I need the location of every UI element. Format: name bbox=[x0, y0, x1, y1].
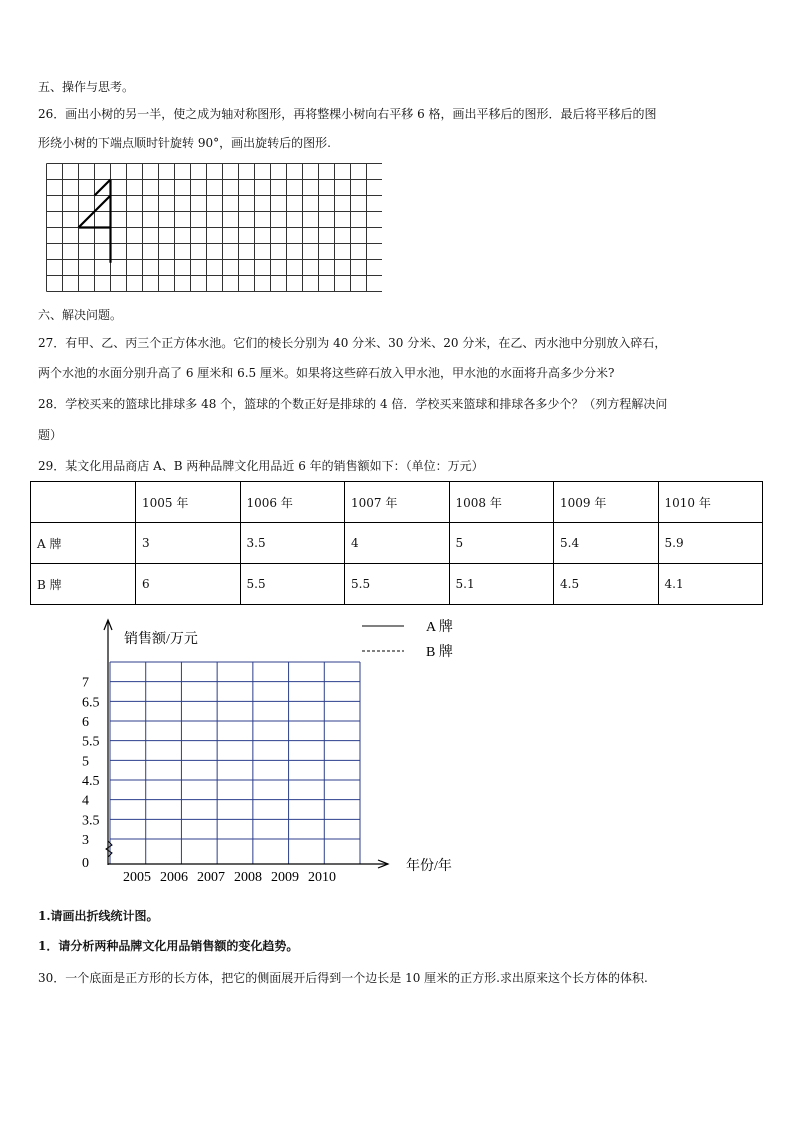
y-tick-label: 3 bbox=[82, 833, 89, 848]
task-analyze-trend: 1．请分析两种品牌文化用品销售额的变化趋势。 bbox=[38, 939, 299, 953]
x-tick-label: 2007 bbox=[197, 870, 225, 885]
sales-table bbox=[30, 481, 763, 605]
x-axis-title: 年份/年 bbox=[406, 859, 452, 874]
question-26-line-1: 26．画出小树的另一半，使之成为轴对称图形，再将整棵小树向右平移 6 格，画出平移后的图形．最后将平移后的图 bbox=[38, 107, 657, 121]
task-draw-chart: 1.请画出折线统计图。 bbox=[38, 909, 159, 923]
x-tick-label: 2008 bbox=[234, 870, 262, 885]
table-header-cell: 1008 年 bbox=[449, 482, 554, 523]
table-cell: 5.4 bbox=[554, 523, 659, 564]
table-header-cell: 1007 年 bbox=[345, 482, 450, 523]
y-tick-label: 0 bbox=[82, 856, 89, 871]
table-cell: 4 bbox=[345, 523, 450, 564]
y-tick-label: 3.5 bbox=[82, 813, 100, 829]
table-header-cell: 1010 年 bbox=[658, 482, 763, 523]
axis-break-mark bbox=[106, 841, 112, 857]
y-tick-label: 6 bbox=[82, 715, 89, 730]
legend-label: A 牌 bbox=[426, 620, 453, 635]
tree-grid-figure bbox=[46, 163, 382, 299]
question-28-line-1: 28．学校买来的篮球比排球多 48 个，篮球的个数正好是排球的 4 倍．学校买来篮球和排球各多少个？（列方程解决问 bbox=[38, 397, 668, 411]
table-cell: 4.5 bbox=[554, 564, 659, 605]
table-cell: 6 bbox=[136, 564, 241, 605]
x-tick-label: 2009 bbox=[271, 870, 299, 885]
table-cell: 5.5 bbox=[345, 564, 450, 605]
y-tick-label: 7 bbox=[82, 675, 89, 691]
question-26-line-2: 形绕小树的下端点顺时针旋转 90°，画出旋转后的图形. bbox=[38, 136, 331, 150]
table-header-row bbox=[31, 482, 763, 523]
y-tick-label: 6.5 bbox=[82, 695, 100, 711]
table-cell: 5.9 bbox=[658, 523, 763, 564]
table-header-cell: 1005 年 bbox=[136, 482, 241, 523]
table-header-cell bbox=[31, 482, 136, 523]
sales-line-chart bbox=[70, 612, 490, 887]
y-tick-label: 5.5 bbox=[82, 734, 100, 750]
question-30: 30．一个底面是正方形的长方体，把它的侧面展开后得到一个边长是 10 厘米的正方形.求出原来这个长方体的体积. bbox=[38, 971, 648, 985]
question-27-line-2: 两个水池的水面分别升高了 6 厘米和 6.5 厘米。如果将这些碎石放入甲水池，甲水池的水面将升高多少分米? bbox=[38, 366, 615, 380]
table-row bbox=[31, 523, 763, 564]
section-five-heading: 五、操作与思考。 bbox=[38, 80, 135, 94]
table-cell: 4.1 bbox=[658, 564, 763, 605]
table-cell: 5.5 bbox=[240, 564, 345, 605]
table-cell: 5 bbox=[449, 523, 554, 564]
table-header-cell: 1006 年 bbox=[240, 482, 345, 523]
table-cell: A 牌 bbox=[31, 523, 136, 564]
tree-branch bbox=[95, 180, 111, 196]
table-cell: 3 bbox=[136, 523, 241, 564]
table-header-cell: 1009 年 bbox=[554, 482, 659, 523]
table-cell: 3.5 bbox=[240, 523, 345, 564]
question-29-intro: 29．某文化用品商店 A、B 两种品牌文化用品近 6 年的销售额如下：（单位：万元） bbox=[38, 459, 484, 473]
y-tick-label: 4.5 bbox=[82, 774, 100, 789]
x-tick-label: 2005 bbox=[123, 870, 151, 885]
table-row bbox=[31, 564, 763, 605]
y-tick-label: 5 bbox=[82, 754, 89, 770]
table-cell: B 牌 bbox=[31, 564, 136, 605]
legend-label: B 牌 bbox=[426, 645, 453, 660]
x-tick-label: 2006 bbox=[160, 870, 188, 885]
x-tick-label: 2010 bbox=[308, 870, 336, 885]
table-cell: 5.1 bbox=[449, 564, 554, 605]
question-28-line-2: 题） bbox=[38, 428, 63, 442]
section-six-heading: 六、解决问题。 bbox=[38, 308, 123, 322]
question-27-line-1: 27．有甲、乙、丙三个正方体水池。它们的棱长分别为 40 分米、30 分米、20 分米，在乙、丙水池中分别放入碎石， bbox=[38, 336, 667, 350]
y-axis-title: 销售额/万元 bbox=[124, 632, 198, 647]
y-tick-label: 4 bbox=[82, 793, 89, 809]
